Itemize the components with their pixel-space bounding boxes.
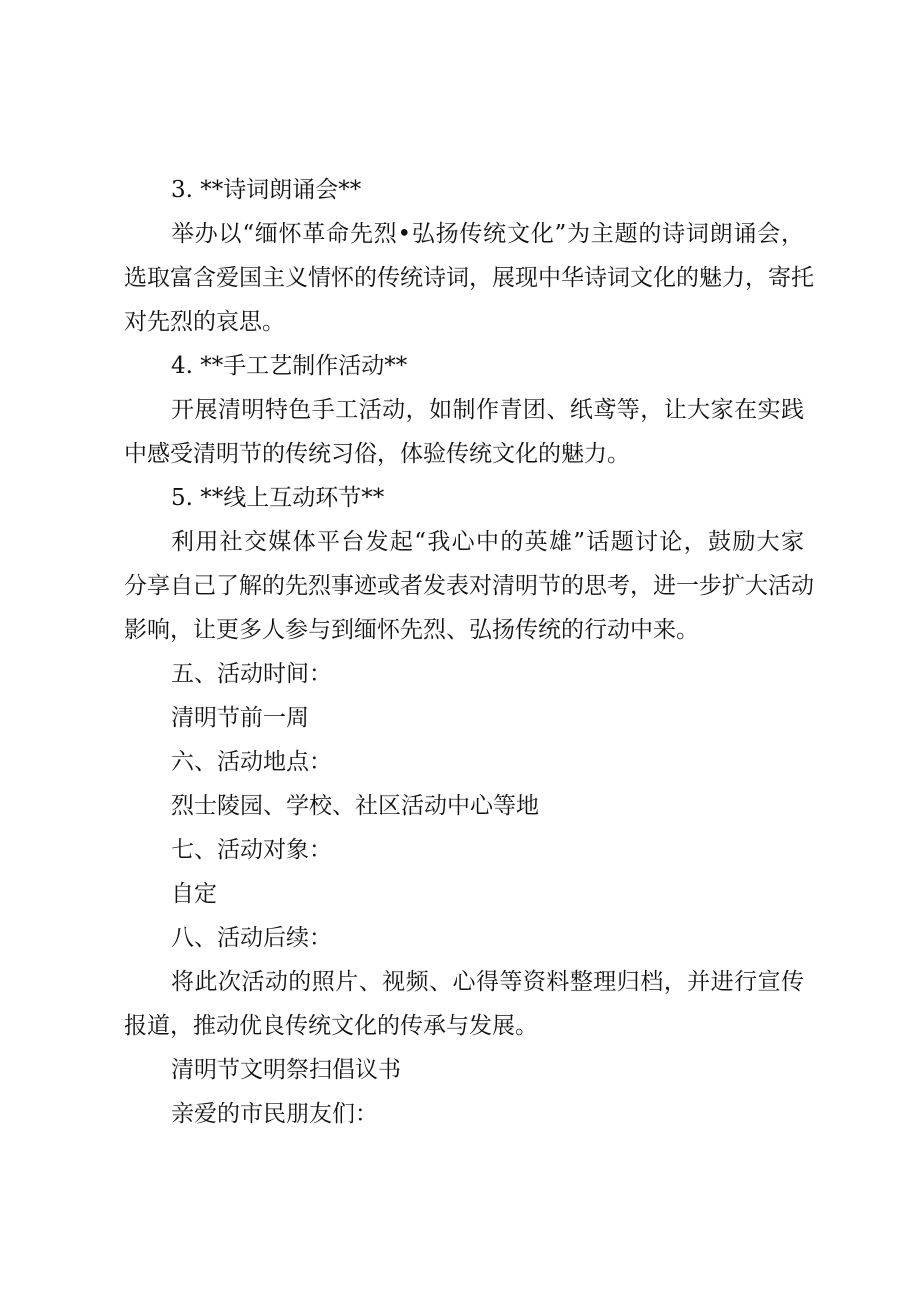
paragraph-line: 对先烈的哀思。 [124, 309, 285, 335]
paragraph-line: 开展清明特色手工活动，如制作青团、纸鸢等，让大家在实践 [171, 397, 804, 423]
paragraph-line: 选取富含爱国主义情怀的传统诗词，展现中华诗词文化的魅力，寄托 [124, 265, 814, 291]
section-heading-online-interaction: 5. **线上互动环节** [171, 485, 385, 511]
section-heading-poetry-recital: 3. **诗词朗诵会** [171, 177, 362, 203]
document-body [124, 168, 814, 1136]
paragraph-line: 烈士陵园、学校、社区活动中心等地 [171, 793, 539, 819]
section-heading-activity-time: 五、活动时间： [171, 661, 332, 687]
paragraph-line: 清明节前一周 [171, 705, 309, 731]
document-title: 清明节文明祭扫倡议书 [171, 1057, 401, 1083]
paragraph-line: 将此次活动的照片、视频、心得等资料整理归档，并进行宣传 [171, 969, 804, 995]
paragraph-line: 影响，让更多人参与到缅怀先烈、弘扬传统的行动中来。 [124, 617, 699, 643]
paragraph-line: 分享自己了解的先烈事迹或者发表对清明节的思考，进一步扩大活动 [124, 573, 814, 599]
paragraph-line: 举办以“缅怀革命先烈•弘扬传统文化”为主题的诗词朗诵会， [171, 221, 804, 247]
section-heading-handicraft: 4. **手工艺制作活动** [171, 353, 408, 379]
paragraph-line: 报道，推动优良传统文化的传承与发展。 [124, 1013, 538, 1039]
paragraph-line: 利用社交媒体平台发起“我心中的英雄”话题讨论，鼓励大家 [171, 529, 804, 555]
paragraph-line: 自定 [171, 881, 217, 907]
section-heading-activity-audience: 七、活动对象： [171, 837, 332, 863]
salutation: 亲爱的市民朋友们： [171, 1101, 378, 1127]
section-heading-follow-up: 八、活动后续： [171, 925, 332, 951]
paragraph-line: 中感受清明节的传统习俗，体验传统文化的魅力。 [124, 441, 630, 467]
section-heading-activity-location: 六、活动地点： [171, 749, 332, 775]
